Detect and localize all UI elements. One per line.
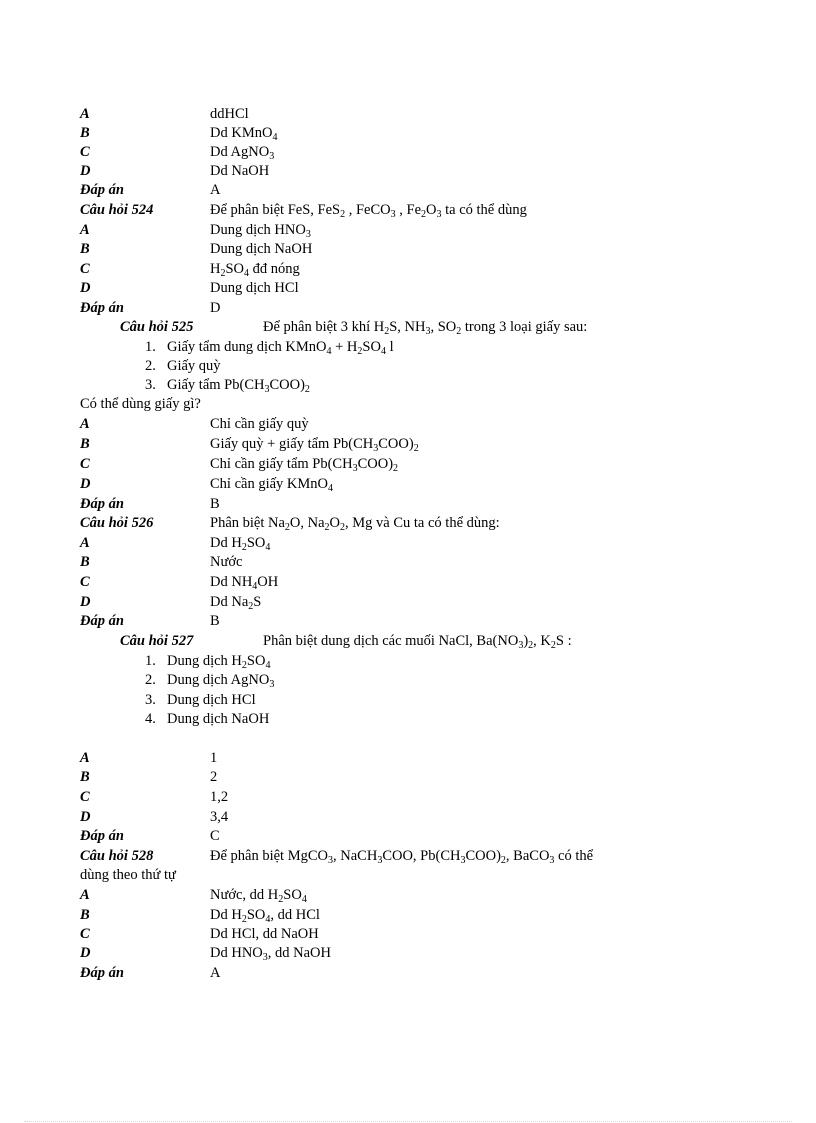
question-row (120, 318, 587, 337)
option-row (80, 925, 319, 944)
list-number: 2. (145, 672, 156, 688)
answer-row (80, 964, 220, 983)
option-label: D (80, 809, 91, 825)
option-label: C (80, 456, 90, 472)
option-row (80, 221, 311, 240)
list-number: 2. (145, 358, 156, 374)
question-number: Câu hỏi 527 (120, 633, 194, 649)
option-text: Dd KMnO$_4$ (210, 125, 278, 143)
option-label: A (80, 222, 90, 238)
option-row (80, 553, 242, 572)
list-text: Dung dịch AgNO$_3$ (167, 672, 275, 690)
question-number: Câu hỏi 528 (80, 848, 154, 864)
option-text: Dd $H_2SO_4$ (210, 535, 271, 553)
list-item (145, 357, 221, 376)
answer-row (80, 299, 220, 318)
option-label: C (80, 789, 90, 805)
option-label: C (80, 574, 90, 590)
answer-value: C (210, 828, 220, 844)
option-row (80, 415, 309, 434)
option-text: Dung dịch $HNO_3$ (210, 222, 311, 240)
list-text: Giấy tẩm dung dịch KMnO$_4$ + $H_2SO_4$ l (167, 339, 394, 357)
option-text: Chỉ cần giấy tẩm $Pb(CH_3COO)_2$ (210, 456, 399, 474)
option-text: Dung dịch HCl (210, 280, 299, 296)
answer-value: B (210, 613, 220, 629)
answer-value: B (210, 496, 220, 512)
option-text: Nước, dd $H_2SO_4$ (210, 887, 307, 905)
option-label: C (80, 926, 90, 942)
option-text: Dd $HNO_3$, dd NaOH (210, 945, 331, 963)
option-label: D (80, 163, 91, 179)
option-row (80, 124, 277, 143)
list-number: 3. (145, 692, 156, 708)
question-text: Phân biệt $Na_2O$, $Na_2O_2$, Mg và Cu ta có thể dùng: (210, 515, 500, 533)
question-row (80, 847, 593, 866)
option-row (80, 788, 228, 807)
list-number: 1. (145, 339, 156, 355)
answer-row (80, 181, 220, 200)
list-number: 1. (145, 653, 156, 669)
option-label: B (80, 769, 90, 785)
list-item (145, 652, 270, 671)
option-label: A (80, 106, 90, 122)
option-text: Dd NaOH (210, 163, 270, 179)
list-item (145, 710, 269, 729)
option-row (80, 455, 398, 474)
option-row (80, 534, 270, 553)
option-row (80, 105, 249, 124)
list-number: 3. (145, 377, 156, 393)
question-number: Câu hỏi 525 (120, 319, 194, 335)
option-text: Dd $NH_4OH$ (210, 574, 279, 592)
option-row (80, 475, 333, 494)
option-text: Dd AgNO$_3$ (210, 144, 275, 162)
option-row (80, 593, 261, 612)
option-row (80, 906, 320, 925)
option-row (80, 808, 228, 827)
list-number: 4. (145, 711, 156, 727)
option-label: D (80, 945, 91, 961)
answer-row (80, 612, 220, 631)
option-text: 2 (210, 769, 218, 785)
question-text: Để phân biệt FeS, FeS$_2$ , FeCO$_3$ , $Fe_2O_3$ ta có thể dùng (210, 202, 527, 220)
list-text: Dung dịch $H_2SO_4$ (167, 653, 271, 671)
option-label: D (80, 594, 91, 610)
option-text: Giấy quỳ + giấy tẩm $Pb(CH_3COO)_2$ (210, 436, 419, 454)
answer-value: A (210, 965, 221, 981)
option-text: Dung dịch NaOH (210, 241, 313, 257)
question-number: Câu hỏi 526 (80, 515, 154, 531)
option-text: Nước (210, 554, 243, 570)
question-text: Phân biệt dung dịch các muối NaCl, $Ba(NO_3)_2$, $K_2S$ : (263, 633, 572, 651)
answer-label: Đáp án (80, 613, 124, 629)
question-text: Để phân biệt 3 khí $H_2S$, $NH_3$, $SO_2$ trong 3 loại giấy sau: (263, 319, 588, 337)
question-text: Để phân biệt MgCO$_3$, NaCH$_3$COO, $Pb(CH_3COO)_2$, BaCO$_3$ có thể (210, 848, 594, 866)
option-row (80, 573, 278, 592)
option-label: C (80, 144, 90, 160)
option-label: B (80, 907, 90, 923)
option-text: ddHCl (210, 106, 249, 122)
option-row (80, 143, 274, 162)
list-item (145, 338, 394, 357)
option-label: C (80, 261, 90, 277)
list-item (145, 691, 256, 710)
option-text: 3,4 (210, 809, 229, 825)
list-item (145, 376, 310, 395)
option-text: 1,2 (210, 789, 229, 805)
answer-row (80, 495, 220, 514)
list-text: Dung dịch HCl (167, 692, 256, 708)
option-label: D (80, 476, 91, 492)
option-row (80, 768, 217, 787)
option-label: B (80, 241, 90, 257)
answer-label: Đáp án (80, 965, 124, 981)
option-text: 1 (210, 750, 218, 766)
answer-value: A (210, 182, 221, 198)
list-text: Giấy quỳ (167, 358, 221, 374)
page-bottom-border (24, 1121, 792, 1122)
option-text: Dd $Na_2S$ (210, 594, 262, 612)
list-text: Giấy tẩm $Pb(CH_3COO)_2$ (167, 377, 310, 395)
option-text: Chỉ cần giấy KMnO$_4$ (210, 476, 333, 494)
option-label: B (80, 125, 90, 141)
option-label: A (80, 750, 90, 766)
option-row (80, 886, 307, 905)
option-row (80, 260, 300, 279)
option-text: $H_2SO_4$ đđ nóng (210, 261, 300, 279)
answer-row (80, 827, 220, 846)
question-row (120, 632, 572, 651)
option-label: A (80, 535, 90, 551)
option-row (80, 944, 331, 963)
answer-label: Đáp án (80, 496, 124, 512)
option-row (80, 749, 217, 768)
option-row (80, 240, 312, 259)
answer-label: Đáp án (80, 300, 124, 316)
option-label: A (80, 887, 90, 903)
list-item (145, 671, 274, 690)
prompt-text: Có thể dùng giấy gì? (80, 396, 201, 412)
option-row (80, 279, 299, 298)
option-label: B (80, 554, 90, 570)
option-label: A (80, 416, 90, 432)
question-row (80, 201, 527, 220)
answer-label: Đáp án (80, 828, 124, 844)
question-continuation: dùng theo thứ tự (80, 867, 176, 883)
question-number: Câu hỏi 524 (80, 202, 154, 218)
answer-value: D (210, 300, 221, 316)
question-row (80, 514, 500, 533)
option-row (80, 435, 419, 454)
list-text: Dung dịch NaOH (167, 711, 270, 727)
option-text: Dd HCl, dd NaOH (210, 926, 319, 942)
option-label: D (80, 280, 91, 296)
option-label: B (80, 436, 90, 452)
answer-label: Đáp án (80, 182, 124, 198)
option-text: Dd $H_2SO_4$, dd HCl (210, 907, 320, 925)
option-text: Chỉ cần giấy quỳ (210, 416, 309, 432)
option-row (80, 162, 269, 181)
